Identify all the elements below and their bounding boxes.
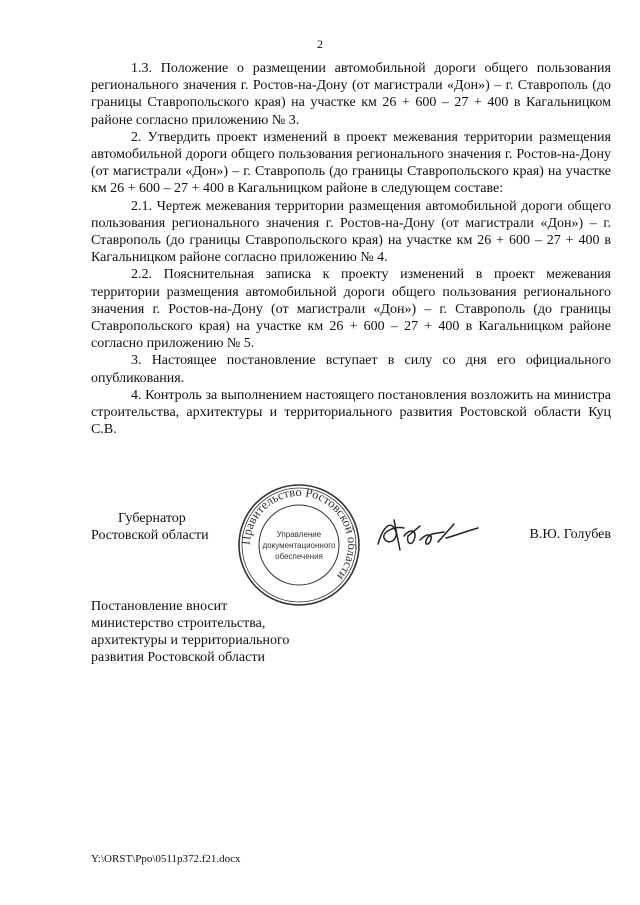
- submitted-by-line: развития Ростовской области: [91, 650, 265, 665]
- submitted-by-line: архитектуры и территориального: [91, 633, 290, 648]
- signer-title-line2: Ростовской области: [91, 528, 209, 543]
- submitted-by-note: [91, 598, 289, 666]
- paragraph-2-1: 2.1. Чертеж межевания территории размещения автомобильной дороги общего пользования регионального значения г. Ростов-на-Дону (от магистрали «Дон») – г. Ставрополь (до границы Ставропольского края) на участке км 26 + 600 – 27 + 400 в Кагальницком районе согласно приложению № 4.: [91, 198, 611, 266]
- seal-inner-line3: обеспечения: [275, 552, 323, 561]
- submitted-by-line: Постановление вносит: [91, 599, 228, 614]
- paragraph-4: 4. Контроль за выполнением настоящего постановления возложить на министра строительства, архитектуры и территориального развития Ростовской области Куц С.В.: [91, 387, 611, 438]
- official-seal: [236, 482, 362, 608]
- signer-title-line1: Губернатор: [118, 511, 186, 526]
- handwritten-signature: [374, 514, 484, 554]
- seal-inner-line2: документационного: [262, 541, 336, 550]
- file-path: Y:\ORST\Ppo\0511p372.f21.docx: [91, 853, 241, 865]
- seal-inner-line1: Управление: [276, 530, 322, 539]
- signer-name: В.Ю. Голубев: [529, 527, 611, 542]
- seal-outer-text: Правительство Ростовской области: [238, 484, 360, 583]
- paragraph-2: 2. Утвердить проект изменений в проект межевания территории размещения автомобильной дороги общего пользования регионального значения г. Ростов-на-Дону (от магистрали «Дон») – г. Ставрополь (до границы Ставропольского края) на участке км 26 + 600 – 27 + 400 в Кагальницком районе в следующем составе:: [91, 129, 611, 197]
- submitted-by-line: министерство строительства,: [91, 616, 266, 631]
- signer-title: [91, 510, 209, 544]
- paragraph-1-3: 1.3. Положение о размещении автомобильной дороги общего пользования регионального значения г. Ростов-на-Дону (от магистрали «Дон») – г. Ставрополь (до границы Ставропольского края) на участке км 26 + 600 – 27 + 400 в Кагальницком районе согласно приложению № 3.: [91, 61, 611, 128]
- paragraph-2-2: 2.2. Пояснительная записка к проекту изменений в проект межевания территории размещения автомобильной дороги общего пользования регионального значения г. Ростов-на-Дону (от магистрали «Дон») – г. Ставрополь (до границы Ставропольского края) на участке км 26 + 600 – 27 + 400 в Кагальницком районе согласно приложению № 5.: [91, 267, 611, 352]
- page-number: 2: [317, 37, 323, 51]
- paragraph-3: 3. Настоящее постановление вступает в силу со дня его официального опубликования.: [91, 353, 611, 386]
- signature-block: [91, 484, 611, 590]
- document-body: [91, 60, 611, 438]
